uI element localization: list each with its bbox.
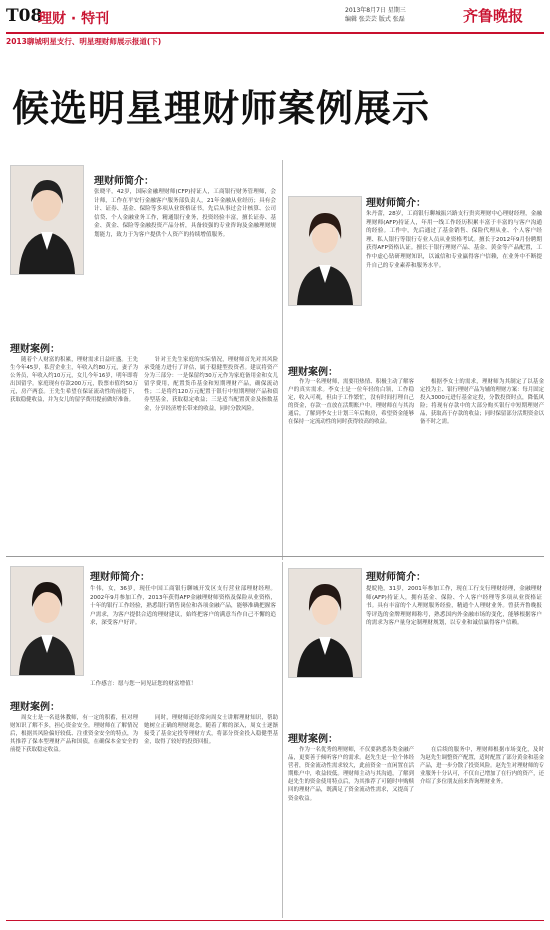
portrait-photo-2 xyxy=(289,197,361,305)
issue-meta xyxy=(345,6,455,24)
case-title: 理财案例： xyxy=(288,367,338,378)
case-column: 同时，理财师还经常向周女士讲解理财知识，帮助她树立正确的理财观念。随着了解的深入，周女士逐渐接受了基金定投等理财方式，将部分资金投入稳健型基金，取得了较好的投资回报。 xyxy=(144,715,278,746)
profile-intro: 张晓平，42岁，国际金融理财师(CFP)持证人，工商银行财务管理师，会计师，工作在平安行金融客户服务部负责人，21年金融从业经历；具有会计、证券、基金、保险等多项从业资格证书，先后从事过会计核算、公司信贷、个人金融业务工作，精通银行业务，投资经验丰富，擅长证券、基金、黄金、保险等金融投资产品分析，具备较强的专业咨询及金融理财规划能力，致力于为客户提供个人资产的持续增值服务。 xyxy=(94,189,276,238)
case-column: 作为一名优秀的理财师，不仅要熟悉各类金融产品，更要善于倾听客户的需求。赵先生是一位个体经营者，资金流动性需求较大，此前资金一直闲置在活期账户中，收益较低。理财师主动与其沟通，了解到赵先生的资金使用特点后，为其推荐了可随时申购赎回的理财产品，既满足了资金流动性需求，又提高了资金收益。 xyxy=(288,747,414,802)
profile-intro: 提皖艳，31岁，2001年参加工作，现在工行支行理财经理，金融理财师(AFP)持证人，拥有基金、保险、个人客户经理等多项从业资格证书。具有丰富的个人理财服务经验，精通个人理财业务。曾获齐鲁晚报等评选的金牌理财师称号，熟悉国内外金融市场的变化，能够根据客户的需求为客户量身定制理财规划，以专业和诚信赢得客户信赖。 xyxy=(366,586,542,627)
portrait-photo-3 xyxy=(11,567,83,675)
footer-rule xyxy=(6,920,544,921)
section-number: T08 xyxy=(6,6,43,26)
case-column: 随着个人财富的积累，理财需求日益旺盛。王先生今年45岁，私营企业主，年收入约80万元，妻子为公务员，年收入约10万元，女儿今年16岁，明年即将出国留学。家庭现有存款200万元，股票市值约50万元，房产两套。王先生希望在保证流动性的前提下，获取稳健收益，并为女儿的留学费用提前做好准备。 xyxy=(10,357,138,404)
portrait-photo xyxy=(10,566,84,676)
profile-title: 理财师简介： xyxy=(366,198,426,209)
case-title: 理财案例： xyxy=(288,734,338,745)
case-column: 作为一名理财师，需要用热情、积极主动了解客户的真实需求。李女士是一位年轻的白领，工作稳定，收入可观，但由于工作繁忙，没有时间打理自己的资金，存款一直放在活期账户中。理财师在与其沟通后，了解到李女士计划三年后购房，希望资金能够在保持一定流动性的同时获得较高的收益。 xyxy=(288,379,414,426)
case-title: 理财案例： xyxy=(10,344,60,355)
kicker: 2013聊城明星支行、明星理财师展示报道(下) xyxy=(6,37,162,46)
portrait-photo xyxy=(288,196,362,306)
profile-intro: 朱丹蕾，28岁，工商银行聊城振兴路支行贵宾理财中心理财经理，金融理财师(AFP)持证人，年用一线工作经历积累丰富于丰富的与客户沟通的经验。工作中，先后通过了基金销售、保险代理从业、个人客户经理、私人银行等银行专业人员从业资格考试。擅长于2012年9月份聘期获得AFP资格认证。擅长于银行理财产品、基金、黄金等产品配置，工作中虚心钻研理财知识，以诚信和专业赢得客户信赖，在业务中不断提升自己的专业素养和服务水平。 xyxy=(366,211,542,269)
profile-title: 理财师简介： xyxy=(94,176,154,187)
portrait-photo xyxy=(10,165,84,275)
column-divider xyxy=(282,160,283,560)
profile-intro: 牛伟，女，36岁，现任中国工商银行聊城开发区支行营业部理财经理。2002年9月参加工作，2013年获得AFP金融理财师资格及保险从业资格，十年的银行工作经验，熟悉银行销售岗位和各项金融产品，能够准确把握客户需求，为客户提供合适的理财建议，始终把客户的满意当作自己不懈的追求，深受客户好评。 xyxy=(90,586,276,627)
case-column: 在后续的服务中，理财师根据市场变化，及时为赵先生调整资产配置，适时配置了部分黄金和基金产品，进一步分散了投资风险。赵先生对理财师的专业服务十分认可，不仅自己增加了在行内的资产，还介绍了多位朋友前来咨询理财业务。 xyxy=(420,747,544,786)
issue-editors: 编辑 张芸芸 版式 张磊 xyxy=(345,16,405,23)
header-rule xyxy=(6,32,544,34)
column-divider xyxy=(282,562,283,918)
portrait-photo xyxy=(288,568,362,678)
headline: 候选明星理财师案例展示 xyxy=(12,86,430,130)
issue-date: 2013年8月7日 星期三 xyxy=(345,7,406,14)
case-column: 根据李女士的需求，理财师为其制定了以基金定投为主、银行理财产品为辅的理财方案：每月固定投入3000元进行基金定投，分散投资时点，降低风险；将现有存款中的大部分购买银行中短期理财产品，获取高于存款的收益；同时保留部分活期资金以备不时之需。 xyxy=(420,379,544,426)
page-header xyxy=(0,0,550,32)
case-column: 针对王先生家庭的实际情况，理财师首先对其风险承受能力进行了评估，属于稳健型投资者。建议将资产分为三部分：一是保留约30万元作为家庭备用金和女儿留学费用，配置货币基金和短期理财产品，确保流动性；二是将约120万元配置于银行中短期理财产品和债券型基金，获取稳定收益；三是适当配置黄金及指数基金，分享经济增长带来的收益，同时分散风险。 xyxy=(144,357,278,412)
section-name: 理财 · 特刊 xyxy=(38,11,110,27)
profile-closing: 工作感言：愿与您一同见证您的财富增值！ xyxy=(90,681,197,687)
portrait-photo-1 xyxy=(11,166,83,274)
section-divider xyxy=(6,556,544,557)
profile-title: 理财师简介： xyxy=(366,572,426,583)
profile-title: 理财师简介： xyxy=(90,572,150,583)
portrait-photo-4 xyxy=(289,569,361,677)
case-title: 理财案例： xyxy=(10,702,60,713)
case-column: 周女士是一名退休教师，有一定的积蓄，但对理财知识了解不多，担心资金安全。理财师在了解情况后，根据其风险偏好较低、注重资金安全的特点，为其推荐了保本型理财产品和国债，在确保本金安全的前提下获取稳定收益。 xyxy=(10,715,138,754)
newspaper-logo: 齐鲁晚报 xyxy=(463,7,524,25)
